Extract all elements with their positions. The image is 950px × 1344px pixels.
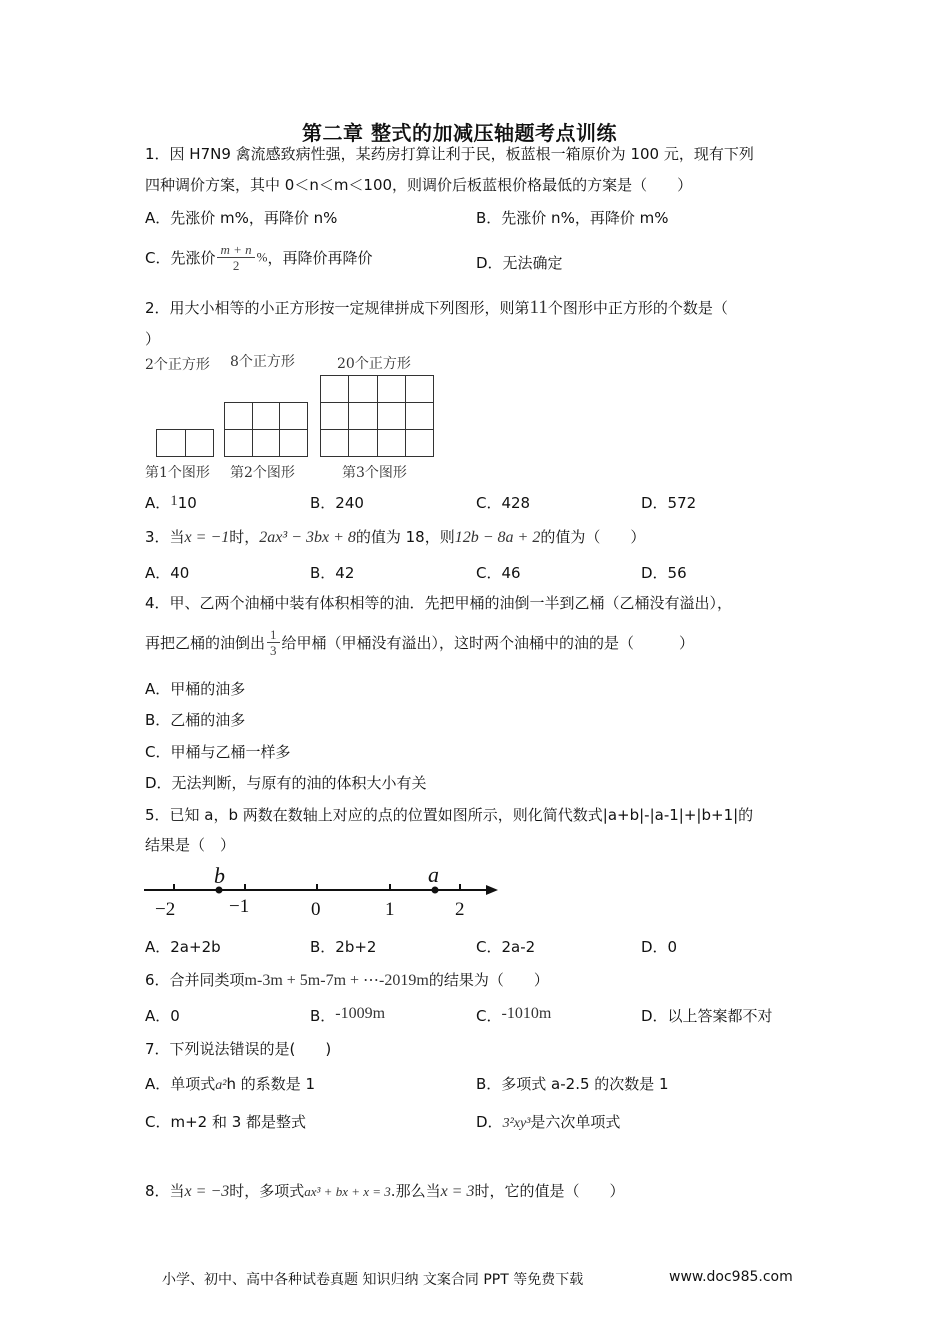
q8-stem-pre: 8．当 bbox=[145, 1182, 185, 1200]
q2-fig-label-bottom3: 第3个图形 bbox=[342, 465, 407, 481]
q2-stem-line2: ） bbox=[145, 330, 161, 348]
q8-condition: x = −3 bbox=[184, 1183, 230, 1200]
q3-expression: 2ax³ − 3bx + 8 bbox=[259, 529, 356, 546]
q1-option-b: B．先涨价 n%，再降价 m% bbox=[476, 209, 669, 227]
q5-stem-line1: 5．已知 a，b 两数在数轴上对应的点的位置如图所示，则化简代数式|a+b|-|a-1|+|b+1|的 bbox=[145, 806, 754, 824]
q8-stem bbox=[145, 1180, 625, 1201]
q1-stem-line1: 1．因 H7N9 禽流感致病性强，某药房打算让利于民，板蓝根一箱原价为 100 元，现有下列 bbox=[145, 145, 754, 163]
label-b: b bbox=[214, 863, 225, 888]
footer-text: 小学、初中、高中各种试卷真题 知识归纳 文案合同 PPT 等免费下载 bbox=[162, 1272, 584, 1288]
q1-option-c-post: ，再降价再降价 bbox=[267, 249, 373, 267]
q4-stem-post: 给甲桶（甲桶没有溢出），这时两个油桶中的油的是（ ） bbox=[281, 634, 695, 652]
tick-label-0: 0 bbox=[311, 899, 321, 920]
q5-option-c: C．2a-2 bbox=[476, 938, 536, 956]
q7-option-d-post: 是六次单项式 bbox=[530, 1113, 621, 1131]
q3-stem-pre: 3．当 bbox=[145, 528, 185, 546]
q3-stem-mid2: 的值为 18，则 bbox=[355, 528, 455, 546]
q1-stem-line2: 四种调价方案，其中 0＜n＜m＜100，则调价后板蓝根价格最低的方案是（ ） bbox=[145, 176, 693, 194]
q4-frac-den: 3 bbox=[270, 643, 277, 658]
q5-option-b: B．2b+2 bbox=[310, 938, 377, 956]
q4-stem-pre: 再把乙桶的油倒出 bbox=[145, 634, 266, 652]
q4-option-d: D．无法判断，与原有的油的体积大小有关 bbox=[145, 774, 427, 792]
q6-option-c-pre: C． bbox=[476, 1007, 502, 1025]
q4-option-a: A．甲桶的油多 bbox=[145, 680, 246, 698]
q3-stem-mid1: 时， bbox=[229, 528, 260, 546]
q6-stem-pre: 6．合并同类项 bbox=[145, 971, 245, 989]
q3-condition: x = −1 bbox=[184, 529, 230, 546]
q2-stem-post: 个图形中正方形的个数是（ bbox=[547, 299, 728, 317]
q1-frac-num: m + n bbox=[217, 242, 254, 258]
q4-stem-line2 bbox=[145, 627, 694, 658]
q7-option-d-pre: D． bbox=[476, 1113, 503, 1131]
q2-option-a-mark: 1 bbox=[170, 493, 178, 509]
q7-stem: 7．下列说法错误的是( ) bbox=[145, 1040, 332, 1058]
q5-option-d: D．0 bbox=[641, 938, 678, 956]
q8-expression: ax³ + bx + x = 3 bbox=[304, 1184, 391, 1199]
point-a bbox=[432, 887, 439, 894]
q2-figure-1-grid bbox=[156, 429, 214, 457]
q2-fig-label-top3: 20个正方形 bbox=[337, 356, 411, 372]
q6-expression: m-3m + 5m-7m + ⋯-2019m bbox=[244, 972, 429, 989]
footer-url[interactable]: www.doc985.com bbox=[669, 1269, 793, 1285]
q2-option-a-value: 10 bbox=[177, 494, 197, 512]
q6-option-b bbox=[310, 1002, 385, 1023]
q4-frac-num: 1 bbox=[267, 627, 280, 643]
q5-number-line bbox=[140, 860, 510, 922]
number-line-arrow bbox=[486, 885, 498, 895]
q4-option-b: B．乙桶的油多 bbox=[145, 711, 246, 729]
q2-stem-line1 bbox=[145, 297, 728, 319]
q2-option-a bbox=[145, 492, 197, 513]
q1-option-a: A．先涨价 m%，再降价 n% bbox=[145, 209, 338, 227]
q2-figure-3-grid bbox=[320, 375, 434, 457]
tick-label-neg2: −2 bbox=[155, 899, 176, 920]
q2-stem-number: 11 bbox=[529, 297, 548, 318]
q1-frac-den: 2 bbox=[232, 258, 240, 273]
q8-stem-mid2: .那么当 bbox=[390, 1182, 441, 1200]
q3-stem bbox=[145, 526, 645, 547]
q2-stem-pre: 2．用大小相等的小正方形按一定规律拼成下列图形，则第 bbox=[145, 299, 530, 317]
q7-option-c: C．m+2 和 3 都是整式 bbox=[145, 1113, 307, 1131]
q8-stem-post: 时，它的值是（ ） bbox=[474, 1182, 625, 1200]
q6-stem-post: 的结果为（ ） bbox=[428, 971, 549, 989]
q3-option-a: A．40 bbox=[145, 564, 190, 582]
q7-option-d-math: 3²xy³ bbox=[502, 1116, 531, 1131]
q1-option-d: D．无法确定 bbox=[476, 254, 563, 272]
q1-option-c-pre: C．先涨价 bbox=[145, 249, 216, 267]
q4-stem-line1: 4．甲、乙两个油桶中装有体积相等的油．先把甲桶的油倒一半到乙桶（乙桶没有溢出）， bbox=[145, 594, 733, 612]
q2-fig-label-top1: 2个正方形 bbox=[145, 357, 210, 373]
tick-label-2: 2 bbox=[455, 899, 465, 920]
q2-figure-2-grid bbox=[224, 402, 308, 457]
q4-option-c: C．甲桶与乙桶一样多 bbox=[145, 743, 291, 761]
q8-stem-mid1: 时，多项式 bbox=[229, 1182, 305, 1200]
q3-option-d: D．56 bbox=[641, 564, 687, 582]
q1-option-c-percent: % bbox=[256, 249, 268, 265]
q7-option-a-post: h 的系数是 1 bbox=[226, 1075, 316, 1093]
q7-option-d bbox=[476, 1111, 620, 1132]
q7-option-a-math: a² bbox=[215, 1078, 227, 1093]
q5-stem-line2: 结果是（ ） bbox=[145, 836, 236, 854]
tick-label-neg1: −1 bbox=[229, 896, 250, 917]
q1-option-c bbox=[145, 242, 373, 273]
q4-fraction bbox=[267, 627, 280, 658]
page-title: 第二章 整式的加减压轴题考点训练 bbox=[302, 121, 617, 145]
q2-option-c: C．428 bbox=[476, 494, 531, 512]
q2-option-b: B．240 bbox=[310, 494, 364, 512]
q7-option-a bbox=[145, 1073, 315, 1094]
q6-stem bbox=[145, 969, 549, 990]
q5-option-a: A．2a+2b bbox=[145, 938, 221, 956]
tick-label-1: 1 bbox=[385, 899, 395, 920]
q2-fig-label-bottom1: 第1个图形 bbox=[145, 465, 210, 481]
q2-fig-label-bottom2: 第2个图形 bbox=[230, 465, 295, 481]
q2-option-d: D．572 bbox=[641, 494, 697, 512]
q6-option-c bbox=[476, 1002, 551, 1023]
q6-option-b-pre: B． bbox=[310, 1007, 336, 1025]
q2-option-a-pre: A． bbox=[145, 494, 171, 512]
label-a: a bbox=[428, 862, 439, 887]
q1-option-c-fraction bbox=[217, 242, 254, 273]
q6-option-b-value: -1009m bbox=[335, 1005, 386, 1022]
q7-option-b: B．多项式 a-2.5 的次数是 1 bbox=[476, 1075, 669, 1093]
q8-condition-2: x = 3 bbox=[440, 1183, 475, 1200]
q6-option-a: A．0 bbox=[145, 1007, 180, 1025]
q6-option-c-value: -1010m bbox=[501, 1005, 552, 1022]
q3-option-b: B．42 bbox=[310, 564, 355, 582]
q3-expression-2: 12b − 8a + 2 bbox=[454, 529, 541, 546]
q3-stem-post: 的值为（ ） bbox=[540, 528, 646, 546]
q3-option-c: C．46 bbox=[476, 564, 521, 582]
q6-option-d: D．以上答案都不对 bbox=[641, 1007, 773, 1025]
q2-fig-label-top2: 8个正方形 bbox=[230, 354, 295, 370]
q7-option-a-pre: A．单项式 bbox=[145, 1075, 216, 1093]
